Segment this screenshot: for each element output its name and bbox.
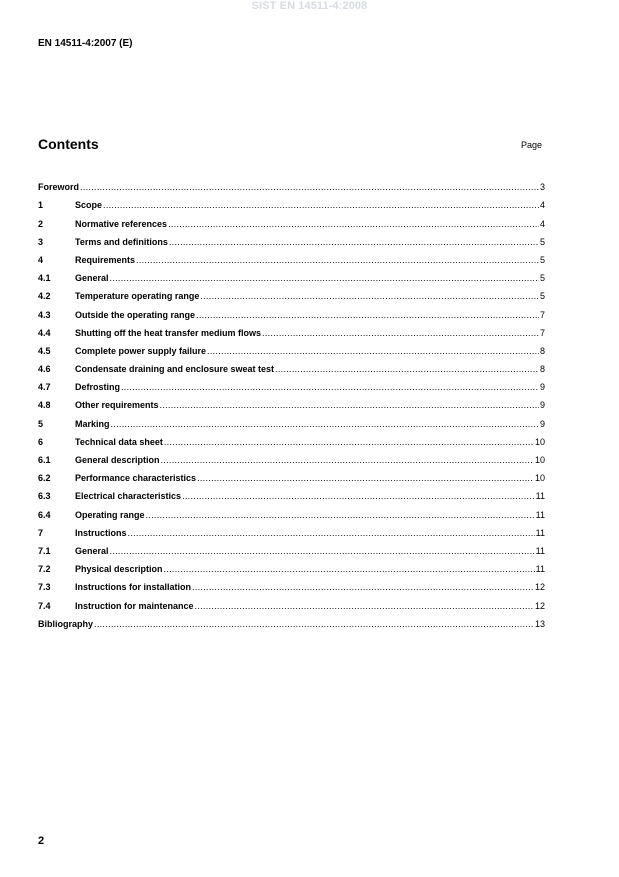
toc-entry-number: 6 xyxy=(38,436,44,447)
toc-entry-title: Scope xyxy=(75,200,103,211)
toc-dot-leader xyxy=(160,400,539,411)
toc-entry-page: 12 xyxy=(534,600,545,611)
toc-dot-leader xyxy=(80,182,539,193)
contents-heading: Contents xyxy=(38,136,99,152)
toc-entry-page: 4 xyxy=(539,200,545,211)
toc-entry[interactable] xyxy=(38,302,545,320)
toc-entry-number: 4.6 xyxy=(38,364,51,375)
toc-entry-title: General xyxy=(75,273,109,284)
toc-entry-title: General description xyxy=(75,455,160,465)
toc-entry-number: 6.1 xyxy=(38,455,51,465)
toc-entry-page: 10 xyxy=(534,455,545,465)
toc-entry[interactable] xyxy=(38,502,545,520)
toc-entry-number: 2 xyxy=(38,218,44,229)
watermark: SIST EN 14511-4:2008 xyxy=(251,0,368,12)
toc-dot-leader xyxy=(111,419,539,430)
toc-dot-leader xyxy=(200,291,539,302)
toc-entry[interactable] xyxy=(38,539,545,557)
toc-entry[interactable] xyxy=(38,248,545,266)
toc-entry-title: Instructions for installation xyxy=(75,582,192,593)
toc-entry-page: 11 xyxy=(535,545,545,556)
toc-entry-number: 3 xyxy=(38,236,44,247)
toc-dot-leader xyxy=(110,273,539,284)
toc-dot-leader xyxy=(275,364,539,375)
toc-entry-page: 10 xyxy=(534,473,545,484)
toc-entry-number: 5 xyxy=(38,418,44,429)
toc-entry-page: 5 xyxy=(539,273,545,284)
toc-entry-number: 7 xyxy=(38,527,44,538)
toc-entry-title: Other requirements xyxy=(75,400,159,411)
toc-entry-number: 4.7 xyxy=(38,382,51,393)
toc-entry-page: 12 xyxy=(534,582,545,593)
document-id: EN 14511-4:2007 (E) xyxy=(38,38,133,49)
toc-entry[interactable] xyxy=(38,230,545,248)
toc-entry-number: 7.4 xyxy=(38,600,51,611)
toc-entry-number: 6.3 xyxy=(38,491,51,502)
toc-entry-page: 9 xyxy=(539,418,545,429)
toc-entry[interactable] xyxy=(38,321,545,339)
toc-entry[interactable] xyxy=(38,193,545,211)
toc-entry-title: Instructions xyxy=(75,527,127,538)
toc-entry[interactable] xyxy=(38,557,545,575)
toc-entry[interactable] xyxy=(38,484,545,502)
toc-entry-number: 7.3 xyxy=(38,582,51,593)
toc-entry[interactable] xyxy=(38,575,545,593)
toc-entry-title: Instruction for maintenance xyxy=(75,600,194,611)
toc-dot-leader xyxy=(103,200,539,211)
toc-dot-leader xyxy=(136,255,539,266)
toc-dot-leader xyxy=(197,473,534,484)
toc-entry-number: 4.4 xyxy=(38,327,51,338)
toc-entry-number: 7.2 xyxy=(38,564,51,575)
toc-dot-leader xyxy=(262,328,539,339)
page-number: 2 xyxy=(38,835,45,847)
toc-entry-page: 8 xyxy=(539,345,545,356)
toc-entry-title: Technical data sheet xyxy=(75,436,163,447)
page-column-heading: Page xyxy=(521,140,543,150)
toc-entry-title: Bibliography xyxy=(38,618,94,629)
toc-entry[interactable] xyxy=(38,339,545,357)
toc-entry[interactable] xyxy=(38,393,545,411)
toc-entry-title: Performance characteristics xyxy=(75,473,197,484)
toc-entry[interactable] xyxy=(38,521,545,539)
toc-dot-leader xyxy=(192,582,534,593)
table-of-contents xyxy=(38,175,545,630)
toc-entry-page: 3 xyxy=(539,182,545,193)
toc-entry-number: 4.2 xyxy=(38,291,51,302)
toc-dot-leader xyxy=(164,437,534,448)
toc-entry-page: 11 xyxy=(535,564,545,575)
toc-dot-leader xyxy=(164,564,535,575)
toc-entry-title: Condensate draining and enclosure sweat test xyxy=(75,364,275,375)
toc-entry-title: Outside the operating range xyxy=(75,309,196,320)
toc-entry-page: 7 xyxy=(539,327,545,338)
toc-dot-leader xyxy=(146,510,535,521)
toc-entry-title: Physical description xyxy=(75,564,163,575)
toc-dot-leader xyxy=(94,619,534,630)
toc-entry-page: 10 xyxy=(534,436,545,447)
toc-entry[interactable] xyxy=(38,593,545,611)
toc-entry-page: 7 xyxy=(539,309,545,320)
toc-entry-title: Requirements xyxy=(75,254,136,265)
toc-dot-leader xyxy=(207,346,539,357)
toc-entry-title: Defrosting xyxy=(75,382,120,393)
toc-entry-page: 9 xyxy=(539,400,545,411)
toc-dot-leader xyxy=(128,528,535,539)
toc-entry-number: 4.8 xyxy=(38,400,51,411)
toc-dot-leader xyxy=(195,601,534,612)
toc-entry-page: 11 xyxy=(535,527,545,538)
toc-entry-page: 5 xyxy=(539,291,545,302)
toc-dot-leader xyxy=(196,310,539,321)
toc-entry-number: 7.1 xyxy=(38,545,51,556)
toc-entry-title: Electrical characteristics xyxy=(75,491,182,502)
toc-entry[interactable] xyxy=(38,375,545,393)
toc-entry-page: 5 xyxy=(539,254,545,265)
toc-entry-number: 4.1 xyxy=(38,273,51,284)
toc-dot-leader xyxy=(168,219,539,230)
toc-entry-title: Complete power supply failure xyxy=(75,345,207,356)
toc-entry-title: Operating range xyxy=(75,509,145,520)
toc-entry[interactable] xyxy=(38,466,545,484)
toc-entry-number: 4 xyxy=(38,254,44,265)
toc-entry[interactable] xyxy=(38,612,545,630)
toc-entry-number: 1 xyxy=(38,200,44,211)
toc-entry-page: 5 xyxy=(539,236,545,247)
toc-entry-title: Foreword xyxy=(38,182,80,193)
toc-entry[interactable] xyxy=(38,266,545,284)
toc-entry-title: Temperature operating range xyxy=(75,291,200,302)
toc-entry-number: 6.4 xyxy=(38,509,51,520)
toc-entry-number: 4.5 xyxy=(38,345,51,356)
toc-entry-page: 9 xyxy=(539,382,545,393)
toc-entry[interactable] xyxy=(38,411,545,429)
toc-dot-leader xyxy=(121,382,539,393)
toc-dot-leader xyxy=(182,491,535,502)
toc-entry[interactable] xyxy=(38,357,545,375)
toc-entry[interactable] xyxy=(38,284,545,302)
toc-entry-page: 11 xyxy=(535,509,545,520)
toc-entry-page: 13 xyxy=(534,618,545,629)
toc-entry[interactable] xyxy=(38,175,545,193)
toc-entry-page: 8 xyxy=(539,364,545,375)
toc-entry[interactable] xyxy=(38,430,545,448)
toc-entry[interactable] xyxy=(38,211,545,229)
toc-dot-leader xyxy=(169,237,539,248)
toc-entry-title: Shutting off the heat transfer medium flows xyxy=(75,327,262,338)
toc-entry-number: 6.2 xyxy=(38,473,51,484)
toc-dot-leader xyxy=(161,455,534,466)
toc-entry-title: General xyxy=(75,545,109,556)
toc-entry-title: Marking xyxy=(75,418,110,429)
toc-entry-number: 4.3 xyxy=(38,309,51,320)
toc-entry-page: 4 xyxy=(539,218,545,229)
toc-entry[interactable] xyxy=(38,448,545,466)
toc-entry-title: Normative references xyxy=(75,218,168,229)
toc-dot-leader xyxy=(110,546,535,557)
toc-entry-title: Terms and definitions xyxy=(75,236,168,247)
toc-entry-page: 11 xyxy=(535,491,545,502)
